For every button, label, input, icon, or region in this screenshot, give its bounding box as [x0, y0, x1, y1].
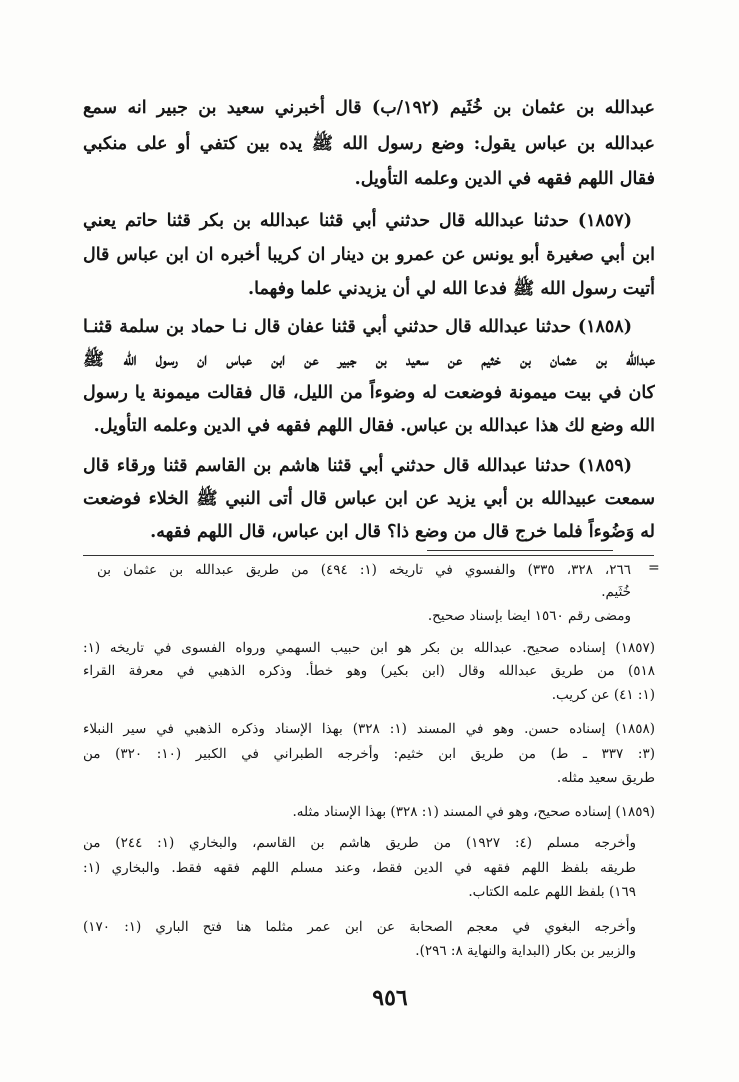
footnote-1859-line: (١٨٥٩) إسناده صحيح، وهو في المسند (١: ٣٢٨) بهذا الإسناد مثله.: [292, 804, 655, 820]
footnote-1859-line: طريقه بلفظ اللهم فقهه في الدين فقط، وعند مسلم اللهم فقهه فقط. والبخاري (١:: [83, 860, 636, 876]
main-line: فقال اللهم فقهه في الدين وعلمه التأويل.: [354, 169, 655, 189]
main-line: عبدالله بن عباس يقول: وضع رسول الله ﷺ يده بين كتفي أو على منكبي: [83, 134, 655, 154]
footnote-separator: [83, 555, 654, 556]
footnote-1858-line: (٣: ٣٣٧ ـ ط) من طريق ابن خثيم: وأخرجه الطبراني في الكبير (١٠: ٣٢٠) من: [83, 746, 655, 762]
footnote-1857-line: ٥١٨) من طريق عبدالله وقال (ابن بكير) وهو خطأ. وذكره الذهبي في معرفة القراء: [83, 663, 655, 679]
footnote-1859-line: وأخرجه البغوي في معجم الصحابة عن ابن عمر مثلما هنا فتح الباري (١: ١٧٠): [83, 919, 636, 935]
hadith-1859-line: له وَضُوءاً فلما خرج قال من وضع ذا؟ قال ابن عباس، قال اللهم فقهه.: [150, 522, 655, 542]
footnote-1859-line: والزبير بن بكار (البداية والنهاية ٨: ٢٩٦).: [415, 943, 636, 959]
hadith-1858-line: كان في بيت ميمونة فوضعت له وضوءاً من الليل، قال فقالت ميمونة يا رسول: [83, 383, 655, 403]
footnote-1857-line: (١٨٥٧) إسناده صحيح. عبدالله بن بكر هو ابن حبيب السهمي ورواه الفسوى في تاريخه (١:: [83, 640, 655, 656]
footnote-line: ومضى رقم ١٥٦٠ ايضا بإسناد صحيح.: [427, 608, 631, 624]
hadith-1858-line: الله وضع لك هذا عبدالله بن عباس. فقال اللهم فقهه في الدين وعلمه التأويل.: [93, 416, 655, 436]
footnote-line: خُثَيم.: [601, 584, 631, 600]
footnote-line: ٢٦٦، ٣٢٨، ٣٣٥) والفسوي في تاريخه (١: ٤٩٤) من طريق عبدالله بن عثمان بن: [97, 562, 631, 578]
main-line: عبدالله بن عثمان بن خُثَيم (١٩٢/ب) قال أخبرني سعيد بن جبير انه سمع: [83, 98, 655, 118]
hadith-1858-line: عبدالله بن عثمان بن خثيم عن سعيد بن جبير عن ابن عباس ان رسول الله ﷺ: [83, 350, 655, 370]
page-number: ٩٥٦: [372, 985, 408, 1011]
hadith-1857-line: أتيت رسول الله ﷺ فدعا الله لي أن يزيدني علما وفهما.: [248, 279, 655, 299]
footnote-1858-line: (١٨٥٨) إسناده حسن. وهو في المسند (١: ٣٢٨) بهذا الإسناد وذكره الذهبي في سير النبلاء: [83, 721, 655, 737]
hadith-1857-line: ابن أبي صغيرة أبو يونس عن عمرو بن دينار ان كريبا أخبره ان ابن عباس قال: [83, 245, 655, 265]
footnote-1858-line: طريق سعيد مثله.: [556, 770, 655, 786]
footnote-1859-line: وأخرجه مسلم (٤: ١٩٢٧) من طريق هاشم بن القاسم، والبخاري (١: ٢٤٤) من: [83, 835, 636, 851]
footnote-1859-line: ١٦٩) بلفظ اللهم علمه الكتاب.: [468, 884, 636, 900]
hadith-1859-line: سمعت عبيدالله بن أبي يزيد عن ابن عباس قال أتى النبي ﷺ الخلاء فوضعت: [83, 489, 655, 509]
footnote-1857-line: (١: ٤١) عن كريب.: [551, 687, 655, 703]
hadith-1857-line: (١٨٥٧) حدثنا عبدالله قال حدثني أبي قثنا عبدالله بن بكر قثنا حاتم يعني: [83, 211, 632, 231]
hadith-1859-line: (١٨٥٩) حدثنا عبدالله قال حدثني أبي قثنا هاشم بن القاسم قثنا ورقاء قال: [83, 456, 632, 476]
underline-mark: [427, 550, 613, 551]
continuation-mark: =: [648, 560, 660, 576]
hadith-1858-line: (١٨٥٨) حدثنا عبدالله قال حدثني أبي قثنا عفان قال نـا حماد بن سلمة قثنـا: [83, 317, 632, 337]
